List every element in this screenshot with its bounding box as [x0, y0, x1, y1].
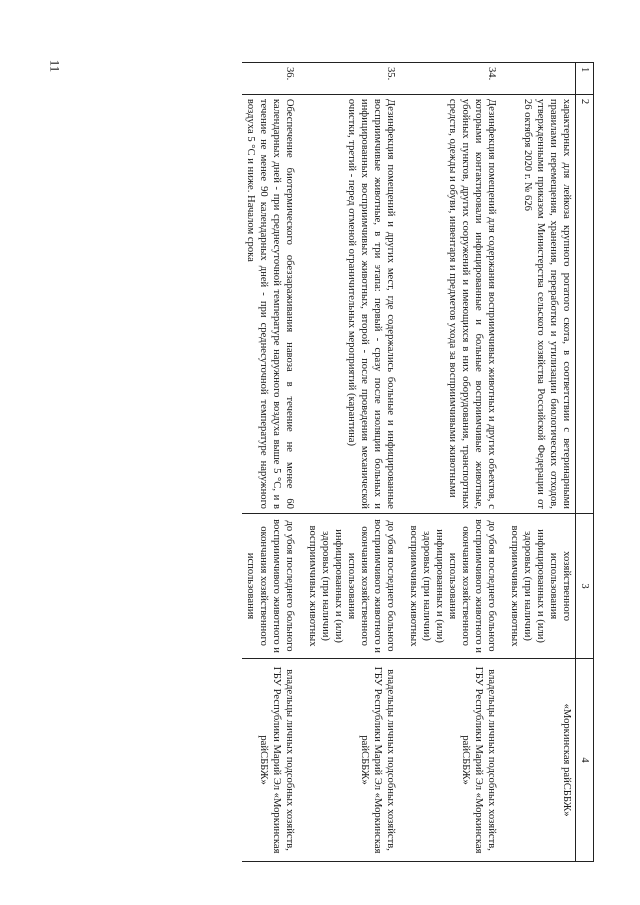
row-term: до убоя последнего больного восприимчивого животного и окончания хозяйственного использования инфицированных и (или) здоровых (при наличии) восприимчивых животных — [405, 513, 506, 658]
header-col-1: 1 — [576, 63, 594, 95]
row-responsible: владельцы личных подсобных хозяйств, ГБУ Республики Марий Эл «Моркинская райСББЖ» — [304, 659, 405, 862]
header-col-4: 4 — [576, 659, 594, 862]
row-measure: характерных для лейкоза крупного рогатого скота, в соответствии с ветеринарными правилами перемещения, хранения, переработки и утилизации биологических отходов, утвержденными приказом Министерства сельского хозяйства Российской Федерации от 26 октября 2020 г. № 626 — [506, 94, 576, 513]
table-row — [506, 63, 576, 862]
table-row — [304, 63, 405, 862]
row-responsible: владельцы личных подсобных хозяйств, ГБУ Республики Марий Эл «Моркинская райСББЖ» — [242, 659, 304, 862]
row-term: хозяйственного использования инфицированных и (или) здоровых (при наличии) восприимчивых животных — [506, 513, 576, 658]
table-header-row — [576, 63, 594, 862]
header-col-2: 2 — [576, 94, 594, 513]
row-term: до убоя последнего больного восприимчивого животного и окончания хозяйственного использования — [242, 513, 304, 658]
row-responsible: «Моркинская райСББЖ» — [506, 659, 576, 862]
row-responsible: владельцы личных подсобных хозяйств, ГБУ Республики Марий Эл «Моркинская райСББЖ» — [405, 659, 506, 862]
row-number: 35. — [304, 63, 405, 95]
row-measure: Дезинфекция помещений для содержания восприимчивых животных и других объектов, с которыми контактировали инфицированные и больные восприимчивые животные, убойных пунктов, других сооружений и имеющихся в них оборудования, транспортных средств, одежды и обуви, инвентаря и предметов ухода за восприимчивыми животными — [405, 94, 506, 513]
row-measure: Обеспечение биотермического обеззараживания навоза в течение не менее 60 календарных дней - при среднесуточной температуре наружного воздуха выше 5 °С, и в течение не менее 90 календарных дней - при среднесуточной температуре наружного воздуха 5 °С и ниже. Началом срока — [242, 94, 304, 513]
row-term: до убоя последнего больного восприимчивого животного и окончания хозяйственного использования инфицированных и (или) здоровых (при наличии) восприимчивых животных — [304, 513, 405, 658]
row-number — [506, 63, 576, 95]
table-row — [405, 63, 506, 862]
rotated-page — [94, 62, 594, 862]
table-row — [242, 63, 304, 862]
measures-table — [242, 62, 594, 862]
page-number: 11 — [47, 59, 63, 73]
row-number: 36. — [242, 63, 304, 95]
row-number: 34. — [405, 63, 506, 95]
row-measure: Дезинфекция помещений и других мест, где содержались больные и инфицированные восприимчивые животные, в три этапа: первый - сразу после изоляции больных и инфицированных восприимчивых животных, второй - после проведения механической очистки, третий - перед отменой ограничительных мероприятий (карантина) — [304, 94, 405, 513]
header-col-3: 3 — [576, 513, 594, 658]
